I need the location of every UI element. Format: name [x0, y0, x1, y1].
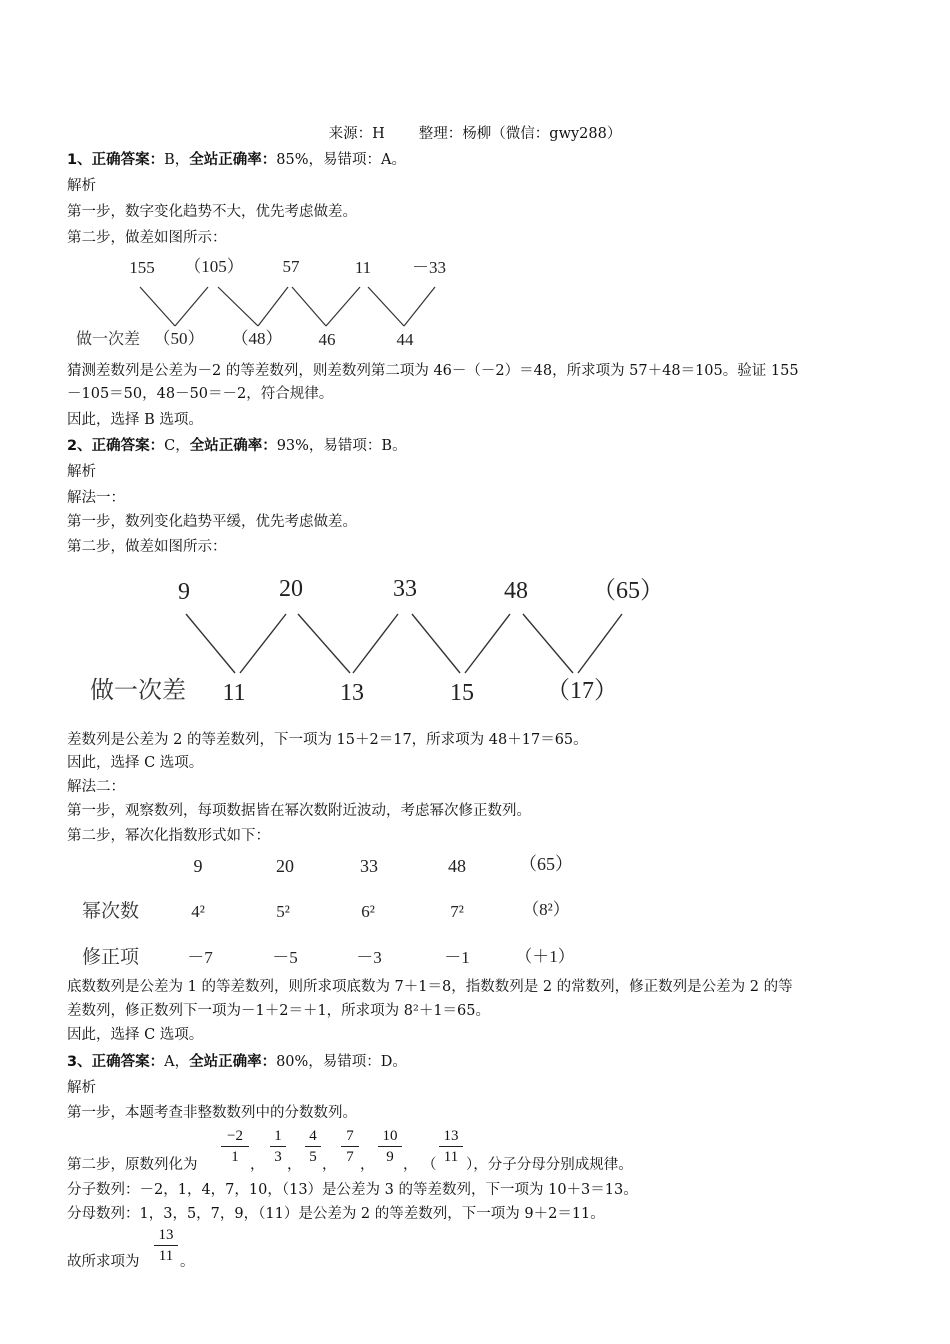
q2-para3: 差数列，修正数列下一项为－1＋2＝＋1，所求项为 8²＋1＝65。 — [67, 1003, 490, 1019]
q3-fraction: −2 1 — [221, 1127, 249, 1166]
source-text: 来源：H — [328, 126, 385, 142]
q1-bottom-term: 46 — [318, 330, 336, 349]
q1-bottom-term: （48） — [231, 329, 283, 348]
q3-denominators: 分母数列：1，3，5，7，9，（11）是公差为 2 的等差数列，下一项为 9＋2＝11。 — [67, 1206, 605, 1222]
q2-top-term: 33 — [393, 576, 417, 602]
q2-correction: －1 — [444, 948, 470, 967]
q1-bottom-term: 44 — [396, 330, 414, 349]
q2-correction: －3 — [356, 948, 382, 967]
q2-para2: 底数数列是公差为 1 的等差数列，则所求项底数为 7＋1＝8，指数数列是 2 的常数列，修正数列是公差为 2 的等 — [67, 979, 793, 995]
q2-diff-label: 做一次差 — [90, 676, 186, 704]
q3-final-fraction: 13 11 — [154, 1226, 178, 1265]
q2-bottom-term: 11 — [222, 680, 246, 706]
q2-m2-step1: 第一步，观察数列，每项数据皆在幂次数附近波动，考虑幂次修正数列。 — [67, 803, 531, 819]
q3-step2-suffix: ），分子分母分别成规律。 — [466, 1157, 633, 1173]
q2-top-term: 9 — [178, 579, 190, 605]
q2-m2-step2: 第二步，幂次化指数形式如下： — [67, 828, 270, 844]
q2-table-term: 9 — [193, 856, 203, 876]
q3-analysis-heading: 解析 — [67, 1080, 96, 1096]
q3-step2-prefix: 第二步，原数列化为 — [67, 1157, 198, 1173]
q2-power: 4² — [191, 902, 205, 921]
q2-table-term: 20 — [276, 856, 294, 876]
q2-power: 5² — [276, 902, 290, 921]
q2-difference-diagram — [0, 568, 950, 718]
q3-step1: 第一步，本题考查非整数数列中的分数数列。 — [67, 1105, 357, 1121]
q2-bottom-term: 15 — [450, 680, 474, 706]
q2-table-term: 33 — [360, 856, 378, 876]
q1-top-term: 57 — [282, 257, 300, 276]
q2-power: （8²） — [522, 900, 570, 919]
q2-table-term: 48 — [448, 856, 466, 876]
q2-step1: 第一步，数列变化趋势平缓，优先考虑做差。 — [67, 514, 357, 530]
q2-power-label: 幂次数 — [82, 900, 140, 922]
q1-step2: 第二步，做差如图所示： — [67, 230, 227, 246]
q3-paren: （ — [422, 1157, 437, 1173]
q2-correction: （＋1） — [515, 947, 575, 966]
q2-top-term: 20 — [279, 576, 303, 602]
q2-answer-line: 2、正确答案：C，全站正确率：93%，易错项：B。 — [67, 438, 407, 454]
q1-answer-line: 1、正确答案：B，全站正确率：85%，易错项：A。 — [67, 152, 406, 168]
q2-correction-label: 修正项 — [82, 946, 140, 968]
q1-diff-label: 做一次差 — [76, 329, 141, 348]
q3-fraction: 1 3 — [270, 1127, 286, 1166]
q3-fraction: 4 5 — [305, 1127, 321, 1166]
q2-bottom-term: 13 — [340, 680, 364, 706]
q3-separator: ， — [360, 1157, 375, 1173]
q2-analysis-heading: 解析 — [67, 464, 96, 480]
q2-correction: －5 — [272, 948, 298, 967]
q2-conclusion2: 因此，选择 C 选项。 — [67, 1027, 204, 1043]
editor-text: 整理：杨柳（微信：gwy288） — [418, 126, 622, 142]
q3-separator: ， — [250, 1157, 265, 1173]
page-header — [0, 124, 950, 144]
q3-final-suffix: 。 — [180, 1254, 195, 1270]
q1-top-term: （105） — [184, 257, 244, 276]
q1-para1: 猜测差数列是公差为－2 的等差数列，则差数列第二项为 46－（－2）＝48，所求项为 57＋48＝105。验证 155 — [67, 363, 799, 379]
q2-power: 6² — [361, 902, 375, 921]
q2-power: 7² — [450, 902, 464, 921]
q1-difference-diagram — [0, 250, 950, 355]
q3-numerators: 分子数列：－2，1，4，7，10，（13）是公差为 3 的等差数列，下一项为 10＋3＝13。 — [67, 1182, 638, 1198]
q1-para2: －105＝50，48－50＝－2，符合规律。 — [67, 386, 334, 402]
q3-fraction: 10 9 — [378, 1127, 402, 1166]
q2-top-term: （65） — [592, 578, 664, 604]
q3-final-prefix: 故所求项为 — [67, 1254, 140, 1270]
q2-top-term: 48 — [504, 578, 528, 604]
q3-separator: ， — [322, 1157, 337, 1173]
q3-separator: ， — [287, 1157, 302, 1173]
q1-step1: 第一步，数字变化趋势不大，优先考虑做差。 — [67, 204, 357, 220]
q1-bottom-term: （50） — [153, 329, 205, 348]
q1-top-term: 11 — [354, 258, 372, 277]
q1-top-term: 155 — [129, 258, 155, 277]
q2-bottom-term: （17） — [546, 678, 618, 704]
q2-correction: －7 — [187, 948, 213, 967]
q3-separator: ， — [403, 1157, 418, 1173]
q3-answer-line: 3、正确答案：A，全站正确率：80%，易错项：D。 — [67, 1054, 407, 1070]
q2-method1: 解法一： — [67, 490, 125, 506]
q2-method2: 解法二： — [67, 779, 125, 795]
q2-para1: 差数列是公差为 2 的等差数列，下一项为 15＋2＝17，所求项为 48＋17＝65。 — [67, 732, 588, 748]
q3-fraction: 13 11 — [439, 1127, 463, 1166]
q1-top-term: －33 — [412, 258, 446, 277]
q2-power-table — [0, 848, 950, 973]
q1-analysis-heading: 解析 — [67, 178, 96, 194]
q1-conclusion: 因此，选择 B 选项。 — [67, 412, 203, 428]
q3-fraction: 7 7 — [341, 1127, 359, 1166]
q2-table-term: （65） — [519, 854, 573, 874]
q2-conclusion1: 因此，选择 C 选项。 — [67, 755, 204, 771]
q2-step2: 第二步，做差如图所示： — [67, 539, 227, 555]
